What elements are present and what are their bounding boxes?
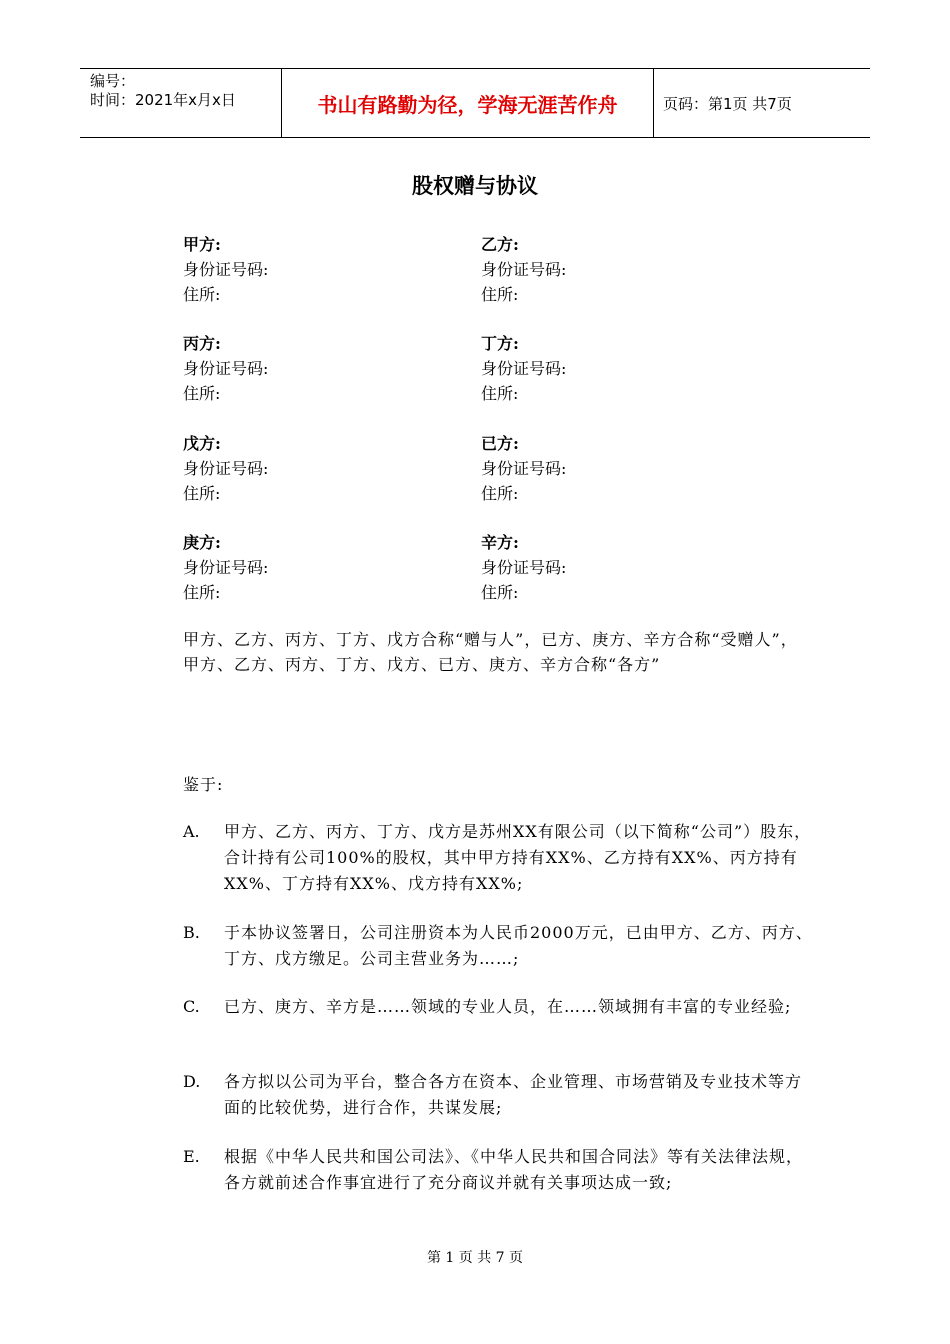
party-address-label: 住所:: [481, 484, 519, 503]
party-block: [183, 530, 443, 605]
clause-text: 于本协议签署日，公司注册资本为人民币2000万元，已由甲方、乙方、丙方、丁方、戊方缴足。公司主营业务为……;: [224, 923, 813, 968]
definition-paragraph: 甲方、乙方、丙方、丁方、戊方合称“赠与人”，已方、庚方、辛方合称“受赠人”，甲方、乙方、丙方、丁方、戊方、已方、庚方、辛方合称“各方”: [183, 630, 798, 674]
time-label: 时间：2021年x月x日: [90, 91, 236, 109]
party-address-label: 住所:: [183, 384, 221, 403]
recital-clause: [183, 920, 813, 972]
clause-letter: C.: [183, 997, 200, 1016]
party-name: 丁方:: [481, 334, 519, 353]
recital-clause: [183, 994, 813, 1020]
header-page-label: 页码：第1页 共7页: [663, 94, 792, 113]
party-id-label: 身份证号码:: [183, 359, 269, 378]
whereas-heading: 鉴于:: [183, 775, 224, 794]
party-name: 已方:: [481, 434, 519, 453]
clause-letter: A.: [183, 822, 200, 841]
page-footer: 第 1 页 共 7 页: [426, 1250, 524, 1266]
party-name: 乙方:: [481, 235, 519, 254]
clause-text: 甲方、乙方、丙方、丁方、戊方是苏州XX有限公司（以下简称“公司”）股东，合计持有公司100%的股权，其中甲方持有XX%、乙方持有XX%、丙方持有XX%、丁方持有XX%、戊方持有XX%;: [224, 822, 812, 893]
clause-text: 根据《中华人民共和国公司法》、《中华人民共和国合同法》等有关法律法规，各方就前述合作事宜进行了充分商议并就有关事项达成一致;: [224, 1147, 804, 1192]
party-name: 丙方:: [183, 334, 221, 353]
party-address-label: 住所:: [481, 384, 519, 403]
party-id-label: 身份证号码:: [481, 260, 567, 279]
party-block: [183, 431, 443, 506]
number-label: 编号：: [90, 72, 136, 90]
clause-text: 已方、庚方、辛方是……领域的专业人员，在……领域拥有丰富的专业经验;: [224, 997, 792, 1016]
party-block: [481, 331, 741, 406]
party-block: [481, 431, 741, 506]
party-id-label: 身份证号码:: [183, 260, 269, 279]
party-block: [481, 530, 741, 605]
clause-letter: E.: [183, 1147, 200, 1166]
party-name: 戊方:: [183, 434, 221, 453]
party-block: [481, 232, 741, 307]
party-address-label: 住所:: [481, 583, 519, 602]
party-id-label: 身份证号码:: [481, 558, 567, 577]
document-header: [80, 68, 870, 138]
party-address-label: 住所:: [183, 583, 221, 602]
party-address-label: 住所:: [183, 285, 221, 304]
party-name: 庚方:: [183, 533, 221, 552]
party-address-label: 住所:: [183, 484, 221, 503]
recital-clause: [183, 1069, 813, 1121]
party-id-label: 身份证号码:: [183, 558, 269, 577]
party-id-label: 身份证号码:: [183, 459, 269, 478]
recital-clause: [183, 1144, 813, 1196]
party-name: 甲方:: [183, 235, 221, 254]
party-id-label: 身份证号码:: [481, 459, 567, 478]
clause-letter: B.: [183, 923, 200, 942]
recital-clause: [183, 819, 813, 897]
header-motto: 书山有路勤为径，学海无涯苦作舟: [282, 69, 654, 137]
party-address-label: 住所:: [481, 285, 519, 304]
header-meta-cell: [80, 69, 282, 137]
clause-text: 各方拟以公司为平台，整合各方在资本、企业管理、市场营销及专业技术等方面的比较优势，进行合作，共谋发展;: [224, 1072, 803, 1117]
clause-letter: D.: [183, 1072, 201, 1091]
party-name: 辛方:: [481, 533, 519, 552]
party-id-label: 身份证号码:: [481, 359, 567, 378]
party-block: [183, 232, 443, 307]
document-title: 股权赠与协议: [412, 173, 538, 198]
party-block: [183, 331, 443, 406]
